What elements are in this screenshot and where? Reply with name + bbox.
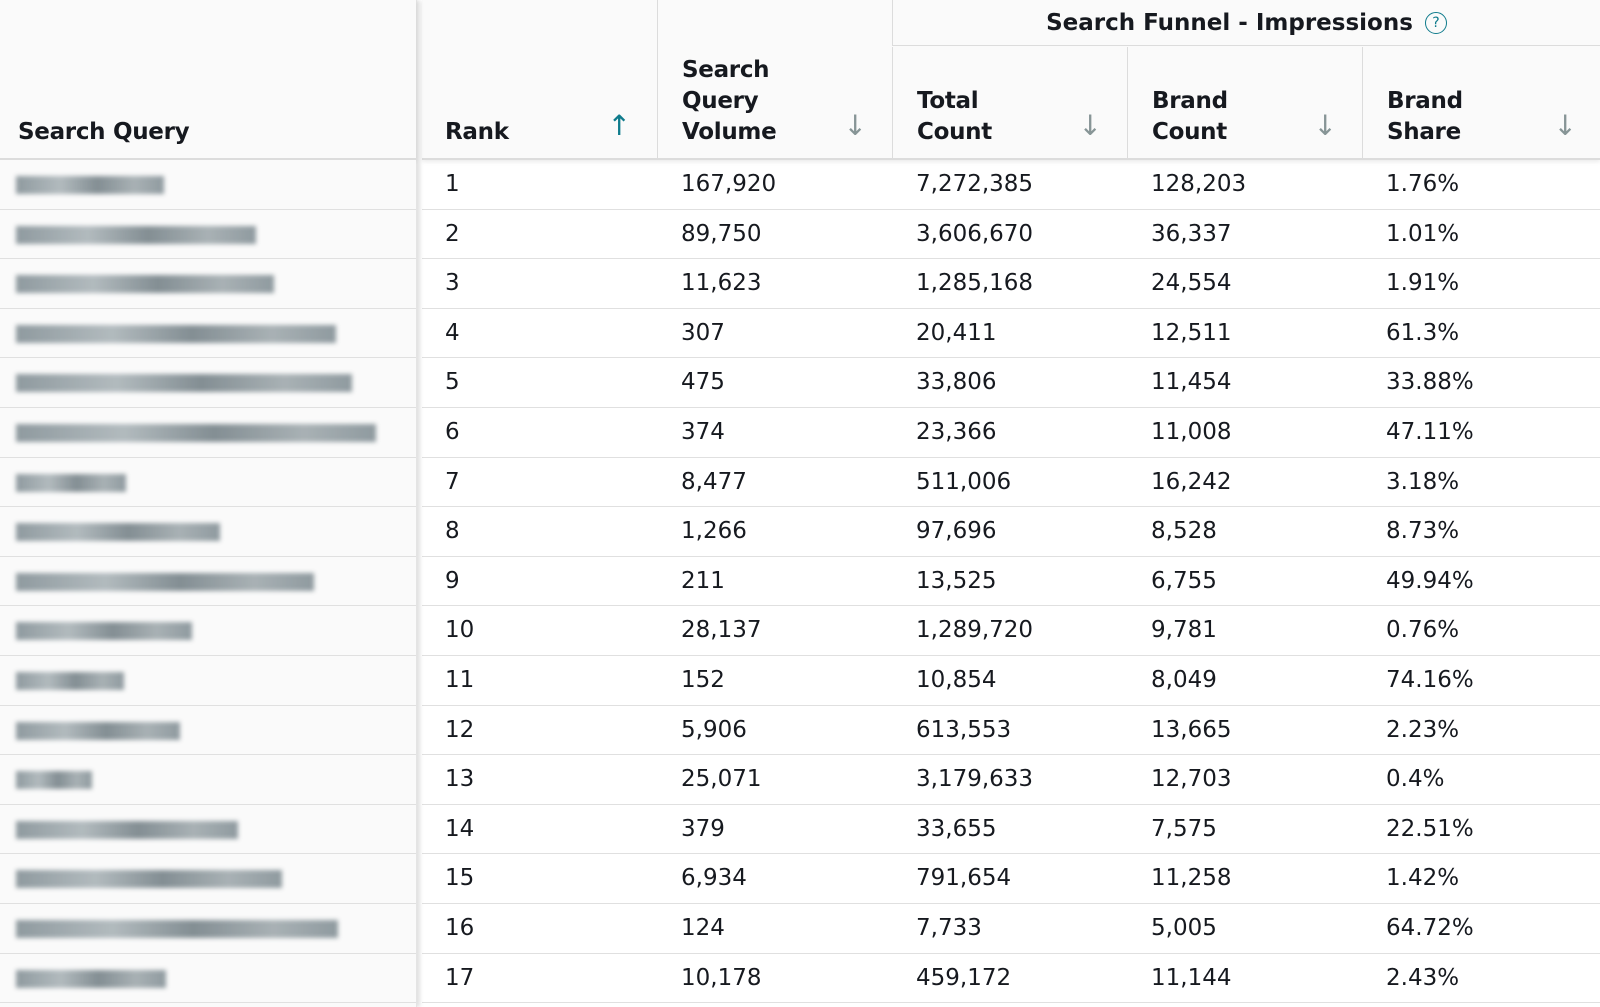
- data-table: [422, 0, 1600, 1007]
- redacted-query-text: [16, 325, 336, 343]
- volume-cell: 28,137: [681, 617, 762, 644]
- total-cell: 20,411: [916, 319, 997, 346]
- rank-cell: 7: [445, 468, 460, 495]
- total-cell: 13,525: [916, 567, 997, 594]
- search-query-header[interactable]: [0, 0, 416, 160]
- redacted-query-text: [16, 920, 338, 938]
- brand-cell: 5,005: [1151, 914, 1217, 941]
- table-row: [422, 358, 1600, 408]
- redacted-query-text: [16, 672, 124, 690]
- search-query-cell[interactable]: [0, 706, 416, 756]
- table-row: [422, 904, 1600, 954]
- rank-cell: 16: [445, 914, 475, 941]
- redacted-query-text: [16, 821, 238, 839]
- rank-cell: 4: [445, 319, 460, 346]
- arrow-down-icon[interactable]: ↓: [1553, 109, 1577, 142]
- total-count-header-label: Total Count: [917, 88, 992, 145]
- redacted-query-text: [16, 176, 164, 194]
- total-cell: 3,606,670: [916, 220, 1034, 247]
- brand-cell: 24,554: [1151, 270, 1232, 297]
- table-row: [422, 160, 1600, 210]
- help-circle-icon[interactable]: ?: [1425, 12, 1447, 34]
- table-row: [422, 656, 1600, 706]
- volume-cell: 89,750: [681, 220, 762, 247]
- volume-cell: 8,477: [681, 468, 747, 495]
- search-query-header-label: Search Query: [18, 119, 190, 145]
- search-query-cell[interactable]: [0, 904, 416, 954]
- volume-cell: 307: [681, 319, 725, 346]
- redacted-query-text: [16, 275, 274, 293]
- search-query-volume-header[interactable]: [657, 0, 893, 158]
- volume-cell: 10,178: [681, 964, 762, 991]
- volume-cell: 11,623: [681, 270, 762, 297]
- search-query-cell[interactable]: [0, 755, 416, 805]
- table-row: [422, 706, 1600, 756]
- rank-cell: 10: [445, 617, 475, 644]
- rank-cell: 12: [445, 716, 475, 743]
- redacted-query-text: [16, 424, 376, 442]
- brand-cell: 8,528: [1151, 518, 1217, 545]
- search-query-cell[interactable]: [0, 507, 416, 557]
- search-query-cell[interactable]: [0, 210, 416, 260]
- total-cell: 33,655: [916, 815, 997, 842]
- rank-cell: 15: [445, 865, 475, 892]
- brand-cell: 11,144: [1151, 964, 1232, 991]
- table-row: [422, 458, 1600, 508]
- search-query-cell[interactable]: [0, 805, 416, 855]
- brand-cell: 7,575: [1151, 815, 1217, 842]
- share-cell: 2.23%: [1386, 716, 1460, 743]
- arrow-up-icon[interactable]: ↑: [607, 109, 631, 142]
- brand-cell: 8,049: [1151, 666, 1217, 693]
- search-query-cell[interactable]: [0, 606, 416, 656]
- table-row: [422, 507, 1600, 557]
- total-cell: 97,696: [916, 518, 997, 545]
- brand-cell: 9,781: [1151, 617, 1217, 644]
- search-query-cell[interactable]: [0, 309, 416, 359]
- brand-count-header-label: Brand Count: [1152, 88, 1228, 145]
- table-row: [422, 210, 1600, 260]
- redacted-query-text: [16, 226, 256, 244]
- table-row: [422, 309, 1600, 359]
- total-cell: 10,854: [916, 666, 997, 693]
- search-query-volume-header-label: Search Query Volume: [682, 57, 777, 145]
- volume-cell: 25,071: [681, 766, 762, 793]
- rank-cell: 3: [445, 270, 460, 297]
- search-query-cell[interactable]: [0, 954, 416, 1004]
- search-query-cell[interactable]: [0, 854, 416, 904]
- total-cell: 613,553: [916, 716, 1012, 743]
- total-cell: 7,272,385: [916, 171, 1034, 197]
- group-header-label: Search Funnel - Impressions: [1046, 9, 1413, 36]
- redacted-query-text: [16, 523, 220, 541]
- volume-cell: 211: [681, 567, 725, 594]
- brand-cell: 16,242: [1151, 468, 1232, 495]
- search-query-column: [0, 0, 417, 1007]
- search-query-cell[interactable]: [0, 160, 416, 210]
- search-query-cell[interactable]: [0, 358, 416, 408]
- total-cell: 459,172: [916, 964, 1012, 991]
- share-cell: 2.43%: [1386, 964, 1460, 991]
- volume-cell: 1,266: [681, 518, 747, 545]
- table-row: [422, 854, 1600, 904]
- total-cell: 33,806: [916, 369, 997, 396]
- share-cell: 47.11%: [1386, 418, 1474, 445]
- volume-cell: 374: [681, 418, 725, 445]
- brand-cell: 128,203: [1151, 171, 1247, 197]
- total-cell: 7,733: [916, 914, 982, 941]
- rank-header-label: Rank: [445, 119, 509, 145]
- total-cell: 1,289,720: [916, 617, 1034, 644]
- rank-cell: 5: [445, 369, 460, 396]
- rank-cell: 8: [445, 518, 460, 545]
- rank-cell: 14: [445, 815, 475, 842]
- total-cell: 791,654: [916, 865, 1012, 892]
- share-cell: 0.4%: [1386, 766, 1445, 793]
- rank-cell: 2: [445, 220, 460, 247]
- redacted-query-text: [16, 573, 314, 591]
- share-cell: 74.16%: [1386, 666, 1474, 693]
- table-row: [422, 557, 1600, 607]
- share-cell: 1.91%: [1386, 270, 1460, 297]
- volume-cell: 167,920: [681, 171, 777, 197]
- table-row: [422, 408, 1600, 458]
- total-cell: 3,179,633: [916, 766, 1034, 793]
- brand-cell: 13,665: [1151, 716, 1232, 743]
- brand-share-header[interactable]: [1362, 47, 1600, 158]
- volume-cell: 6,934: [681, 865, 747, 892]
- share-cell: 61.3%: [1386, 319, 1460, 346]
- rank-cell: 13: [445, 766, 475, 793]
- rank-cell: 9: [445, 567, 460, 594]
- share-cell: 8.73%: [1386, 518, 1460, 545]
- brand-cell: 12,703: [1151, 766, 1232, 793]
- table-row: [422, 755, 1600, 805]
- volume-cell: 475: [681, 369, 725, 396]
- total-count-header[interactable]: [892, 47, 1128, 158]
- rank-header[interactable]: [422, 0, 657, 158]
- redacted-query-text: [16, 374, 352, 392]
- share-cell: 64.72%: [1386, 914, 1474, 941]
- rank-cell: 1: [445, 171, 460, 197]
- rank-cell: 17: [445, 964, 475, 991]
- arrow-down-icon[interactable]: ↓: [1078, 109, 1102, 142]
- share-cell: 33.88%: [1386, 369, 1474, 396]
- total-cell: 1,285,168: [916, 270, 1034, 297]
- share-cell: 1.76%: [1386, 171, 1460, 197]
- share-cell: 1.42%: [1386, 865, 1460, 892]
- brand-cell: 6,755: [1151, 567, 1217, 594]
- volume-cell: 152: [681, 666, 725, 693]
- rank-cell: 11: [445, 666, 475, 693]
- table-row: [422, 805, 1600, 855]
- brand-cell: 36,337: [1151, 220, 1232, 247]
- table-row: [422, 954, 1600, 1004]
- brand-cell: 11,454: [1151, 369, 1232, 396]
- redacted-query-text: [16, 970, 166, 988]
- volume-cell: 5,906: [681, 716, 747, 743]
- arrow-down-icon[interactable]: ↓: [843, 109, 867, 142]
- total-cell: 23,366: [916, 418, 997, 445]
- redacted-query-text: [16, 722, 180, 740]
- table-row: [422, 606, 1600, 656]
- brand-count-header[interactable]: [1127, 47, 1363, 158]
- brand-cell: 12,511: [1151, 319, 1232, 346]
- redacted-query-text: [16, 474, 126, 492]
- search-query-cell[interactable]: [0, 557, 416, 607]
- search-funnel-impressions-group-header: [892, 0, 1600, 46]
- redacted-query-text: [16, 622, 192, 640]
- redacted-query-text: [16, 870, 282, 888]
- brand-share-header-label: Brand Share: [1387, 88, 1463, 145]
- share-cell: 49.94%: [1386, 567, 1474, 594]
- table-header: [422, 0, 1600, 160]
- volume-cell: 124: [681, 914, 725, 941]
- search-query-cell[interactable]: [0, 408, 416, 458]
- total-cell: 511,006: [916, 468, 1012, 495]
- share-cell: 3.18%: [1386, 468, 1460, 495]
- rank-cell: 6: [445, 418, 460, 445]
- redacted-query-text: [16, 771, 92, 789]
- search-query-cell[interactable]: [0, 656, 416, 706]
- brand-cell: 11,008: [1151, 418, 1232, 445]
- arrow-down-icon[interactable]: ↓: [1313, 109, 1337, 142]
- brand-cell: 11,258: [1151, 865, 1232, 892]
- table-row: [422, 259, 1600, 309]
- volume-cell: 379: [681, 815, 725, 842]
- share-cell: 1.01%: [1386, 220, 1460, 247]
- search-query-cell[interactable]: [0, 259, 416, 309]
- share-cell: 0.76%: [1386, 617, 1460, 644]
- share-cell: 22.51%: [1386, 815, 1474, 842]
- search-query-cell[interactable]: [0, 458, 416, 508]
